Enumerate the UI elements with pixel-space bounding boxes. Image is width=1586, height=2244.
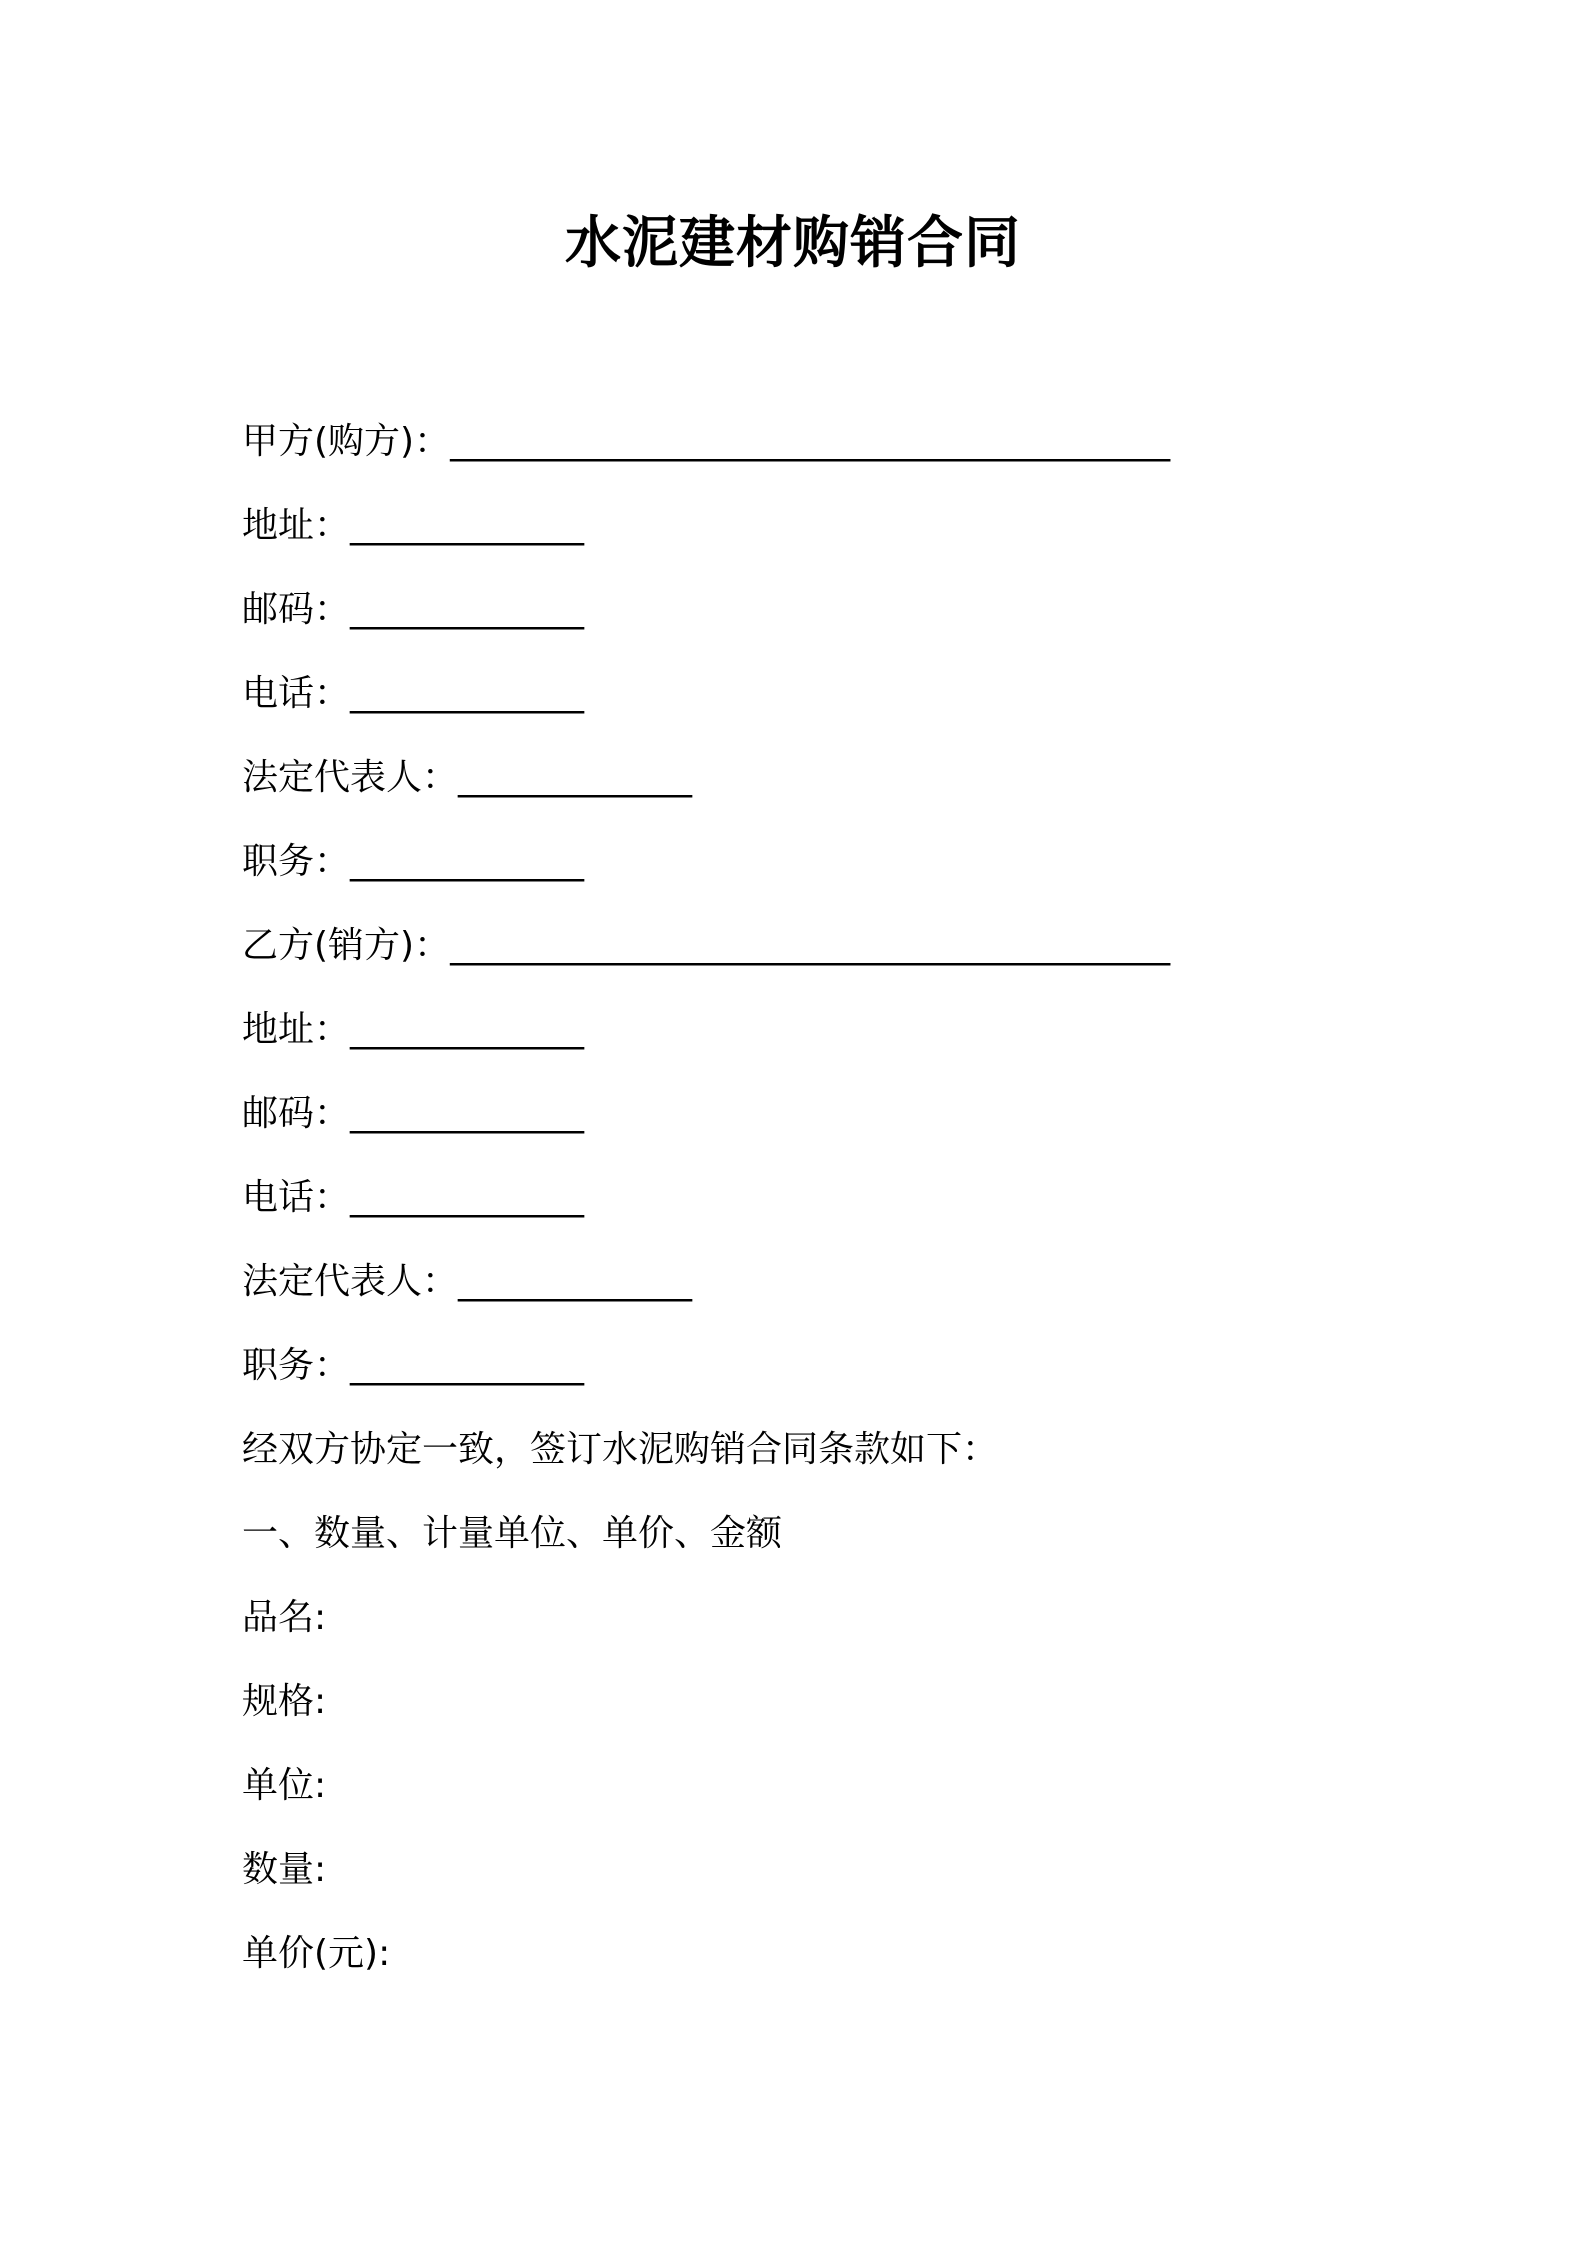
document-title: 水泥建材购销合同 <box>565 211 1021 276</box>
spec-field: 规格: <box>242 1681 327 1722</box>
party-b-position-blank: _____________ <box>350 1345 585 1386</box>
party-a-legal-rep-blank: _____________ <box>458 757 693 798</box>
party-a-phone-label: 电话： <box>242 673 351 714</box>
party-a-address-blank: _____________ <box>350 505 585 546</box>
party-a-position-label: 职务： <box>242 841 351 882</box>
party-a-phone-blank: _____________ <box>350 673 585 714</box>
party-a-name-label: 甲方(购方)： <box>242 421 451 462</box>
party-a-position-line <box>242 832 1392 916</box>
party-a-legal-rep-line <box>242 748 1392 832</box>
party-b-name-line <box>242 916 1392 1000</box>
agreement-intro: 经双方协定一致，签订水泥购销合同条款如下： <box>242 1429 999 1470</box>
party-b-name-blank: ________________________________________ <box>450 925 1171 966</box>
party-a-postcode-label: 邮码： <box>242 589 351 630</box>
party-a-postcode-line <box>242 580 1392 664</box>
party-b-name-label: 乙方(销方)： <box>242 925 451 966</box>
party-b-phone-line <box>242 1168 1392 1252</box>
party-b-postcode-line <box>242 1084 1392 1168</box>
party-b-postcode-label: 邮码： <box>242 1093 351 1134</box>
quantity-field: 数量: <box>242 1849 327 1890</box>
party-b-address-line <box>242 1000 1392 1084</box>
party-b-phone-blank: _____________ <box>350 1177 585 1218</box>
party-b-postcode-blank: _____________ <box>350 1093 585 1134</box>
party-b-position-label: 职务： <box>242 1345 351 1386</box>
party-a-address-line <box>242 496 1392 580</box>
party-a-phone-line <box>242 664 1392 748</box>
unit-field: 单位: <box>242 1765 327 1806</box>
party-a-postcode-blank: _____________ <box>350 589 585 630</box>
party-a-position-blank: _____________ <box>350 841 585 882</box>
contract-body <box>242 412 1392 2008</box>
party-b-legal-rep-label: 法定代表人： <box>242 1261 459 1302</box>
product-name-field: 品名: <box>242 1597 327 1638</box>
party-b-legal-rep-blank: _____________ <box>458 1261 693 1302</box>
unit-price-field: 单价(元): <box>242 1933 391 1974</box>
party-a-name-blank: ________________________________________ <box>450 421 1171 462</box>
party-b-legal-rep-line <box>242 1252 1392 1336</box>
party-a-address-label: 地址： <box>242 505 351 546</box>
party-b-address-label: 地址： <box>242 1009 351 1050</box>
party-b-phone-label: 电话： <box>242 1177 351 1218</box>
party-b-position-line <box>242 1336 1392 1420</box>
section-1-heading: 一、数量、计量单位、单价、金额 <box>242 1513 783 1554</box>
party-a-name-line <box>242 412 1392 496</box>
party-b-address-blank: _____________ <box>350 1009 585 1050</box>
party-a-legal-rep-label: 法定代表人： <box>242 757 459 798</box>
